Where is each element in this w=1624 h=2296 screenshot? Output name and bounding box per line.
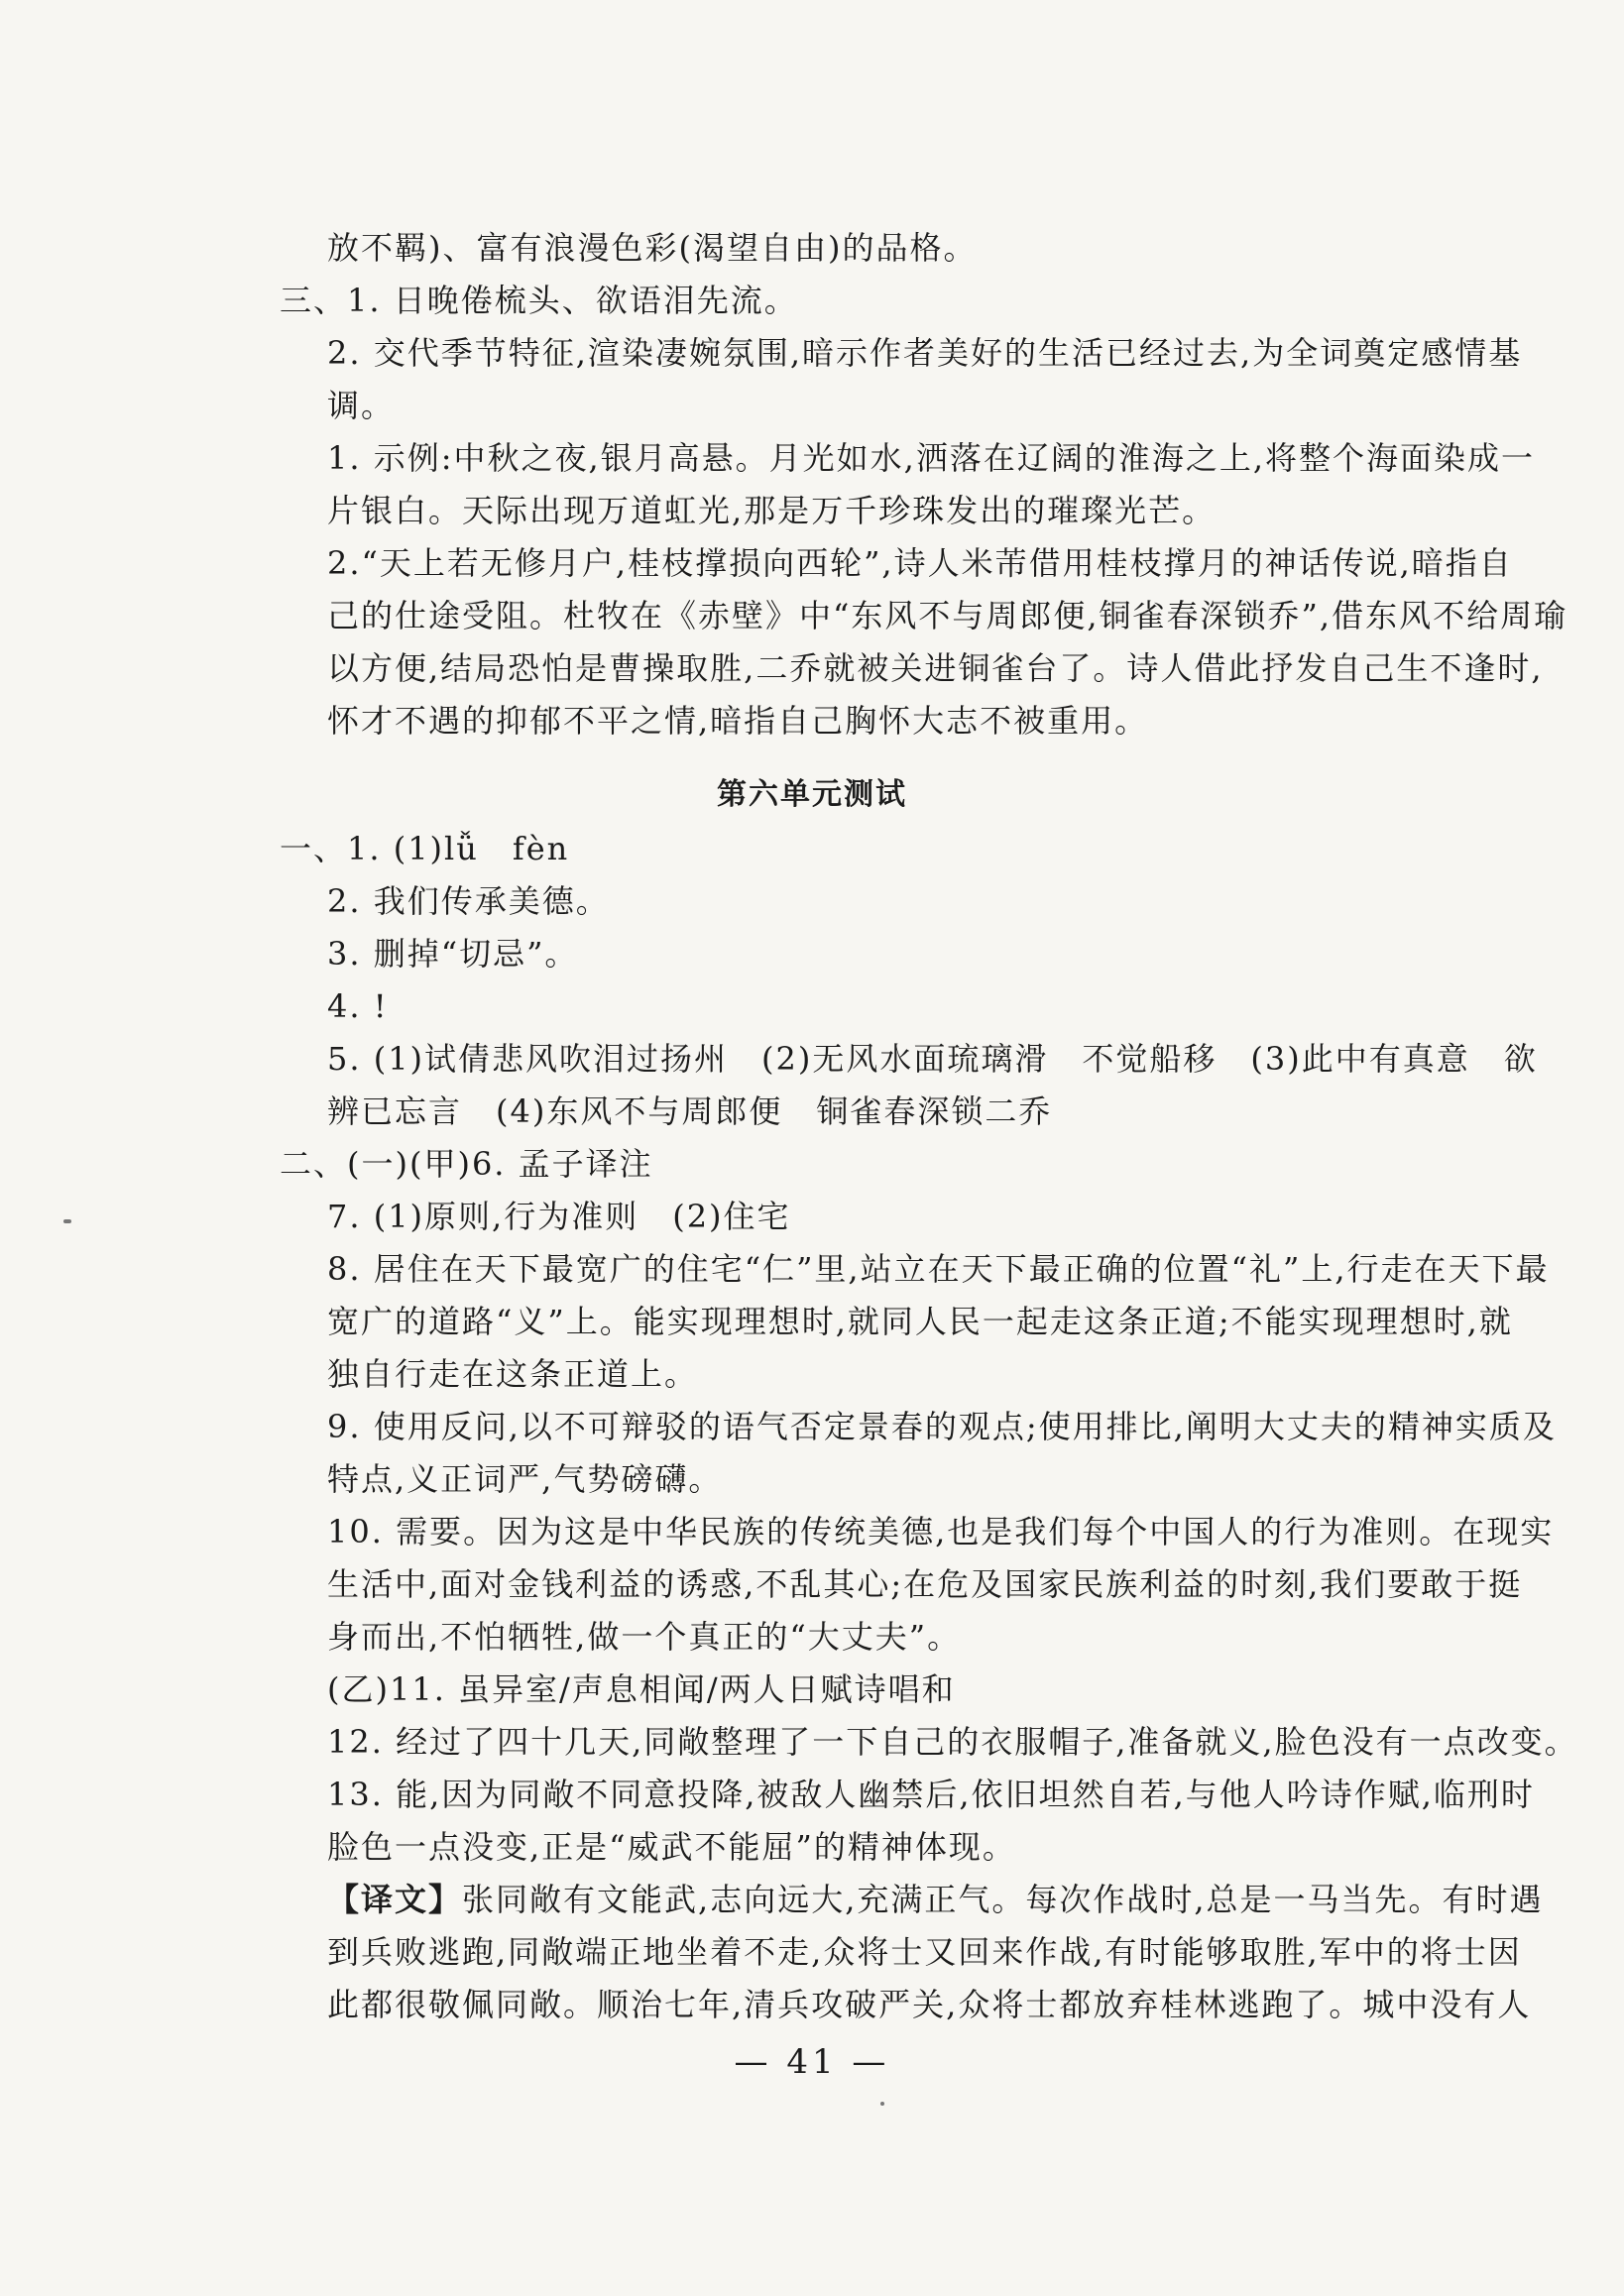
section-heading: 第六单元测试 bbox=[717, 777, 907, 812]
text-line: 4. ! bbox=[327, 987, 389, 1025]
text-line: 7. (1)原则,行为准则 (2)住宅 bbox=[327, 1198, 791, 1235]
text-line: 2. 我们传承美德。 bbox=[327, 882, 610, 920]
text-line: 独自行走在这条正道上。 bbox=[327, 1355, 699, 1393]
text-line: 己的仕途受阻。杜牧在《赤壁》中“东风不与周郎便,铜雀春深锁乔”,借东风不给周瑜 bbox=[327, 597, 1568, 634]
translation-label: 【译文】 bbox=[327, 1881, 463, 1918]
page-number: — 41 — bbox=[734, 2042, 890, 2082]
text-line: 8. 居住在天下最宽广的住宅“仁”里,站立在天下最正确的位置“礼”上,行走在天下最 bbox=[327, 1250, 1550, 1288]
text-line: 宽广的道路“义”上。能实现理想时,就同人民一起走这条正道;不能实现理想时,就 bbox=[327, 1303, 1513, 1340]
text-line: 13. 能,因为同敞不同意投降,被敌人幽禁后,依旧坦然自若,与他人吟诗作赋,临刑时 bbox=[327, 1776, 1535, 1813]
text-line: 10. 需要。因为这是中华民族的传统美德,也是我们每个中国人的行为准则。在现实 bbox=[327, 1513, 1555, 1550]
text-line: 到兵败逃跑,同敞端正地坐着不走,众将士又回来作战,有时能够取胜,军中的将士因 bbox=[327, 1933, 1522, 1971]
text-line: (乙)11. 虽异室/声息相闻/两人日赋诗唱和 bbox=[327, 1670, 956, 1708]
scan-speck bbox=[880, 2102, 884, 2106]
text-line: 5. (1)试倩悲风吹泪过扬州 (2)无风水面琉璃滑 不觉船移 (3)此中有真意 欲 bbox=[327, 1040, 1538, 1078]
text-line: 片银白。天际出现万道虹光,那是万千珍珠发出的璀璨光芒。 bbox=[327, 492, 1217, 529]
text-line: 1. 示例:中秋之夜,银月高悬。月光如水,洒落在辽阔的淮海之上,将整个海面染成一 bbox=[327, 439, 1536, 477]
translation-text: 张同敞有文能武,志向远大,充满正气。每次作战时,总是一马当先。有时遇 bbox=[462, 1881, 1544, 1918]
text-line: 身而出,不怕牺牲,做一个真正的“大丈夫”。 bbox=[327, 1618, 962, 1656]
scan-speck bbox=[63, 1219, 71, 1223]
text-line: 调。 bbox=[327, 387, 396, 424]
text-line: 辨已忘言 (4)东风不与周郎便 铜雀春深锁二乔 bbox=[327, 1092, 1053, 1130]
text-line: 2. 交代季节特征,渲染凄婉氛围,暗示作者美好的生活已经过去,为全词奠定感情基 bbox=[327, 334, 1523, 372]
text-line: 特点,义正词严,气势磅礴。 bbox=[327, 1460, 723, 1498]
text-line: 生活中,面对金钱利益的诱惑,不乱其心;在危及国家民族利益的时刻,我们要敢于挺 bbox=[327, 1565, 1523, 1603]
text-line: 放不羁)、富有浪漫色彩(渴望自由)的品格。 bbox=[327, 229, 978, 267]
text-line: 一、1. (1)lǚ fèn bbox=[280, 830, 570, 867]
text-line: 三、1. 日晚倦梳头、欲语泪先流。 bbox=[280, 282, 798, 319]
text-line: 脸色一点没变,正是“威武不能屈”的精神体现。 bbox=[327, 1828, 1016, 1866]
text-line: 3. 删掉“切忌”。 bbox=[327, 935, 579, 973]
text-line: 以方便,结局恐怕是曹操取胜,二乔就被关进铜雀台了。诗人借此抒发自己生不逢时, bbox=[327, 649, 1544, 687]
text-line: 9. 使用反问,以不可辩驳的语气否定景春的观点;使用排比,阐明大丈夫的精神实质及 bbox=[327, 1408, 1557, 1445]
text-line: 二、(一)(甲)6. 孟子译注 bbox=[280, 1145, 653, 1183]
text-line: 怀才不遇的抑郁不平之情,暗指自己胸怀大志不被重用。 bbox=[327, 702, 1149, 740]
text-line: 12. 经过了四十几天,同敞整理了一下自己的衣服帽子,准备就义,脸色没有一点改变。 bbox=[327, 1723, 1578, 1761]
text-line: 此都很敬佩同敞。顺治七年,清兵攻破严关,众将士都放弃桂林逃跑了。城中没有人 bbox=[327, 1986, 1532, 2023]
translation-line bbox=[327, 1880, 1544, 1919]
text-line: 2.“天上若无修月户,桂枝撑损向西轮”,诗人米芾借用桂枝撑月的神话传说,暗指自 bbox=[327, 544, 1513, 582]
